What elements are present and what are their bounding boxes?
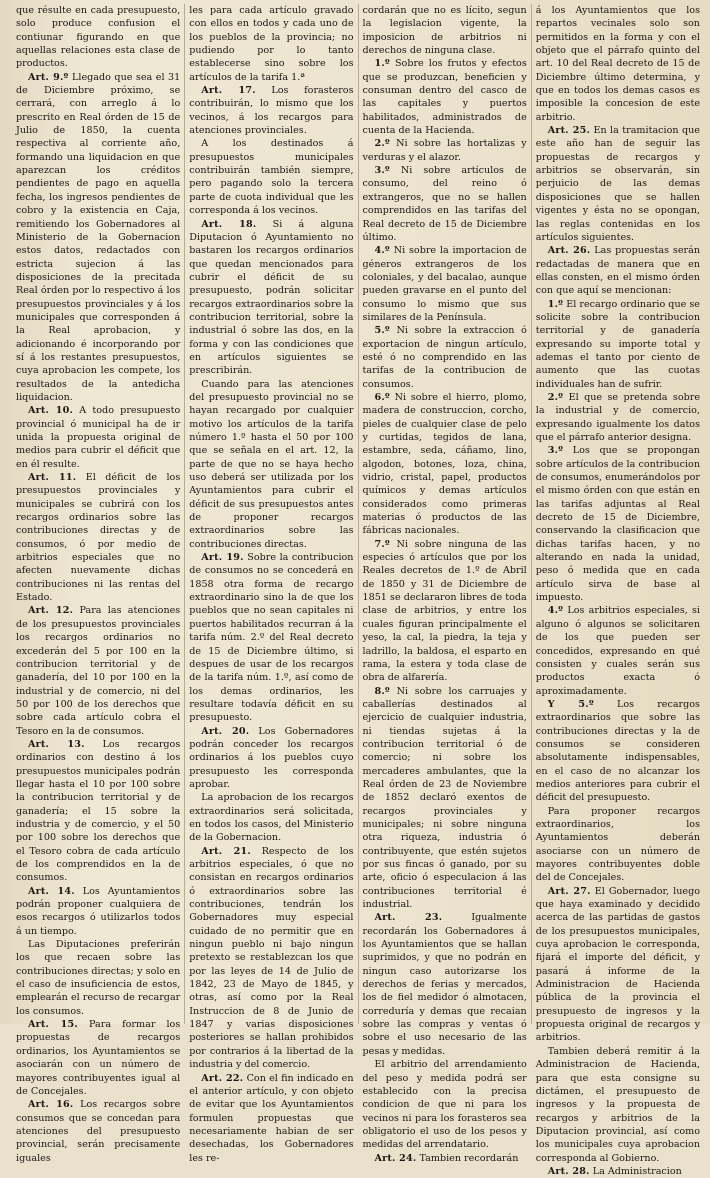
article-paragraph	[363, 324, 527, 391]
article-paragraph	[16, 885, 180, 938]
column-2	[184, 4, 357, 1164]
paragraph-text: Los recargos ordinarios con destino á los presupuestos municipales podrán llegar hasta el 10 por 100 sobre la contribucion territorial y de ganadería; el 15 sobre la industria y de comercio, y el 50 por 100 sobre los derechos que el Tesoro cobra de cada artículo de los comprendidos en la de consumos.	[16, 738, 181, 884]
article-paragraph	[363, 685, 527, 912]
article-paragraph	[536, 604, 700, 697]
article-number: Art. 17.	[201, 85, 256, 97]
paragraph-text: Tambien recordarán	[419, 1152, 519, 1164]
article-paragraph	[189, 551, 353, 724]
article-number: Art. 26.	[547, 245, 591, 257]
article-paragraph	[536, 1165, 700, 1178]
paragraph	[16, 4, 180, 71]
paragraph-text: Los Gobernadores podrán conceder los recargos ordinarios á los pueblos cuyo presupuesto les corresponda aprobar.	[189, 725, 354, 790]
paragraph-text: Sobre los frutos y efectos que se produzcan, beneficien y consuman dentro del casco de las capitales y puertos habilitados, administrados de cuenta de la Hacienda.	[362, 58, 527, 137]
article-paragraph	[189, 218, 353, 378]
article-paragraph	[189, 84, 353, 137]
paragraph-text: Las Diputaciones preferirán los que recaen sobre las contribuciones directas; y solo en el caso de insuficiencia de estos, emplearán el recurso de recargar los consumos.	[16, 939, 181, 1017]
article-number: Art. 22.	[201, 1072, 244, 1084]
paragraph-text: Respecto de los arbitrios especiales, ó que no consistan en recargos ordinarios ó extraordinarios sobre las contribuciones, tendrán los Gobernadores muy especial cuidado de no permitir que en ningun pueblo ni bajo ningun pretexto se restablezcan los que por las leyes de 14 de Julio de 1842, 23 de Mayo de 1845, y otras, así como por la Real Instruccion de 8 de Junio de 1847 y varias disposiciones posteriores se hallan prohibidos por contrarios á la libertad de la industria y del comercio.	[189, 845, 354, 1071]
article-number: Art. 9.º	[28, 71, 69, 83]
article-paragraph	[536, 444, 700, 604]
paragraph-text: En la tramitacion que este año han de seguir las propuestas de recargos y arbitrios se observarán, sin perjuicio de las demas disposiciones que se hallen vigentes y ésta no se opongan, las reglas contenidas en los artículos siguientes.	[535, 125, 700, 243]
article-paragraph	[363, 538, 527, 685]
article-number: Art. 18.	[201, 218, 257, 230]
article-paragraph	[16, 604, 180, 737]
article-number: Art. 15.	[28, 1019, 78, 1031]
paragraph	[536, 1045, 700, 1165]
article-paragraph	[363, 164, 527, 244]
column-4	[531, 4, 704, 1177]
article-paragraph	[536, 698, 700, 805]
article-number: 7.º	[374, 538, 390, 550]
paragraph	[189, 378, 353, 551]
paragraph	[363, 4, 527, 57]
paragraph	[536, 805, 700, 885]
paragraph-text: Igualmente recordarán los Gobernadores á los Ayuntamientos que se hallan suprimidos, y que no podrán en ningun caso autorizarse los derechos de ferias y mercados, los de fiel medidor ó almotacen, correduría y demas que recaian sobre las compras y ventas ó sobre el uso necesario de las pesas y medidas.	[362, 912, 527, 1057]
paragraph-text: les para cada artículo gravado con ellos en todos y cada uno de los pueblos de la provincia; no pudiendo por lo tanto establecerse sino sobre los artículos de la tarifa 1.ª	[189, 5, 354, 83]
paragraph-text: La Administracion	[592, 1165, 682, 1177]
paragraph-text: Ni sobre los carruajes y caballerías destinados al ejercicio de cualquier industria, ni tiendas sujetas á la contribucion territorial ó de comercio; ni sobre los mercaderes ambulantes, que la Real órden de 23 de Noviembre de 1852 declaró exentos de recargos provinciales y municipales; ni sobre ninguna otra riqueza, industria ó contribuyente, que estén sujetos por sus fincas ó ganado, por su arte, oficio ó especulacion á las contribuciones territorial é industrial.	[362, 685, 527, 911]
article-number: 2.º	[547, 391, 564, 403]
paragraph-text: á los Ayuntamientos que los repartos vecinales solo son permitidos en la forma y con el objeto que el párrafo quinto del art. 10 del Real decreto de 15 de Diciembre último determina, y que en todos los demas casos es imposible la concesion de este arbitrio.	[535, 5, 700, 123]
paragraph	[189, 137, 353, 217]
article-number: 1.º	[374, 58, 390, 70]
article-paragraph	[536, 244, 700, 297]
paragraph-text: Los recargos extraordinarios que sobre las contribuciones directas y la de consumos se consideren absolutamente indispensables, en el caso de no alcanzar los medios anteriores para cubrir el déficit del presupuesto.	[535, 698, 700, 804]
paragraph-text: Para proponer recargos extraordinarios, los Ayuntamientos deberán asociarse con un número de mayores contribuyentes doble del de Concejales.	[535, 805, 700, 884]
article-paragraph	[536, 298, 700, 391]
article-paragraph	[189, 845, 353, 1072]
article-number: 4.º	[374, 245, 390, 257]
article-number: 2.º	[374, 138, 390, 150]
paragraph-text: Ni sobre las hortalizas y verduras y el alazor.	[362, 138, 527, 163]
paragraph-text: Ni sobre artículos de consumo, del reino ó extrangeros, que no se hallen comprendidos en las tarifas del Real decreto de 15 de Diciembre último.	[362, 165, 527, 243]
paragraph-text: El déficit de los presupuestos provinciales y municipales se cubrirá con los recargos ordinarios sobre las contribuciones directas y de consumos, ó por medio de arbitrios especiales que no afecten nuevamente dichas contribuciones ni las rentas del Estado.	[16, 472, 181, 604]
paragraph-text: Las propuestas serán redactadas de manera que en ellas consten, en el mismo órden con que aquí se mencionan:	[535, 245, 700, 297]
column-3	[358, 4, 531, 1164]
paragraph-text: Si á alguna Diputacion ó Ayuntamiento no bastaren los recargos ordinarios que quedan mencionados para cubrir el déficit de su presupuesto, podrán solicitar recargos extraordinarios sobre la contribucion territorial, sobre la industrial ó sobre las dos, en la forma y con las condiciones que en artículos siguientes se prescribirán.	[189, 218, 354, 377]
article-paragraph	[189, 725, 353, 792]
article-number: 3.º	[374, 165, 390, 177]
article-number: 4.º	[547, 605, 564, 617]
article-paragraph	[536, 885, 700, 1045]
paragraph-text: Los que se propongan sobre artículos de la contribucion de consumos, enumerándolos por el mismo órden con que están en las tarifas adjuntas al Real decreto de 15 de Diciembre, conservando la clasificacion que dichas tarifas hacen, y no alterando en nada la unidad, peso ó medida que en cada artículo sirva de base al impuesto.	[535, 445, 700, 604]
article-paragraph	[16, 404, 180, 471]
paragraph	[16, 938, 180, 1018]
paragraph-text: Los arbitrios especiales, si alguno ó algunos se solicitaren de los que pueden ser concedidos, expresando en qué consisten y cuales serán sus productos exacta ó aproximadamente.	[535, 605, 700, 697]
article-number: Art. 21.	[201, 845, 251, 857]
article-number: Art. 16.	[28, 1099, 74, 1111]
paragraph-text: Ni sobre la extraccion ó exportacion de ningun artículo, esté ó no comprendido en las tarifas de la contribucion de consumos.	[362, 325, 527, 390]
paragraph-text: El que se pretenda sobre la industrial y de comercio, expresando igualmente los datos que el párrafo anterior designa.	[535, 391, 700, 443]
article-paragraph	[363, 57, 527, 137]
paragraph-text: Ni sobre la importacion de géneros extrangeros de los coloniales, y del bacalao, aunque pueden gravarse en el punto del consumo lo mismo que sus similares de la Península.	[362, 245, 527, 323]
paragraph-text: Los Ayuntamientos podrán proponer cualquiera de esos recargos ó utilizarlos todos á un tiempo.	[16, 885, 181, 937]
article-paragraph	[189, 1072, 353, 1165]
article-number: 5.º	[374, 325, 390, 337]
paragraph-text: Los forasteros contribuirán, lo mismo que los vecinos, á los recargos para atenciones provinciales.	[189, 85, 354, 137]
article-paragraph	[363, 244, 527, 324]
article-number: Art. 25.	[547, 125, 591, 137]
article-paragraph	[536, 124, 700, 244]
article-number: Art. 13.	[28, 738, 85, 750]
article-number: Art. 28.	[547, 1165, 590, 1177]
paragraph-text: Sobre la contribucion de consumos no se concederá en 1858 otra forma de recargo extraordinario sino la de que los pueblos que no sean capitales ni puertos habilitados recurran á la tarifa núm. 2.º del Real decreto de 15 de Diciembre último, si despues de usar de los recargos de la tarifa núm. 1.º, así como de los demas ordinarios, les resultare todavía déficit en su presupuesto.	[189, 552, 354, 724]
paragraph	[189, 4, 353, 84]
paragraph	[189, 791, 353, 844]
article-paragraph	[16, 471, 180, 604]
paragraph-text: El recargo ordinario que se solicite sobre la contribucion territorial y de ganadería expresando su importe total y ademas el tanto por ciento de aumento que las cuotas individuales han de sufrir.	[535, 298, 700, 390]
article-number: Art. 20.	[201, 725, 250, 737]
paragraph-text: Para formar los propuestas de recargos ordinarios, los Ayuntamientos se asociarán con un número de mayores contribuyentes igual al de Concejales.	[16, 1019, 181, 1097]
article-number: 6.º	[374, 391, 390, 403]
article-number: Art. 24.	[374, 1152, 417, 1164]
paragraph-text: Con el fin indicado en el anterior artículo, y con objeto de evitar que los Ayuntamientos formulen propuestas que necesariamente habian de ser desechadas, los Gobernadores les re-	[189, 1072, 354, 1164]
paragraph-text: Los recargos sobre consumos que se concedan para atenciones del presupuesto provincial, serán precisamente iguales	[16, 1099, 181, 1164]
paragraph-text: A los destinados á presupuestos municipales contribuirán también siempre, pero pagando solo la tercera parte de cuota individual que les corresponda á los vecinos.	[189, 138, 354, 217]
text-columns	[12, 4, 704, 1177]
paragraph-text: A todo presupuesto provincial ó municipal ha de ir unida la propuesta original de medios para cubrir el déficit que en él resulte.	[16, 405, 181, 470]
article-number: Art. 11.	[28, 472, 77, 484]
paragraph-text: que résulte en cada presupuesto, solo produce confusion el contiunar figurando en que aquellas relaciones esta clase de productos.	[16, 5, 181, 70]
article-paragraph	[363, 1152, 527, 1165]
article-paragraph	[363, 391, 527, 538]
article-number: Art. 14.	[28, 885, 75, 897]
article-paragraph	[363, 137, 527, 164]
article-paragraph	[16, 1098, 180, 1165]
article-paragraph	[16, 71, 180, 405]
paragraph	[536, 4, 700, 124]
article-number: 3.º	[547, 445, 564, 457]
article-paragraph	[363, 911, 527, 1058]
paragraph-text: Ni sobre el hierro, plomo, madera de construccion, corcho, pieles de cualquier clase de pelo y curtidas, tegidos de lana, estambre, seda, cáñamo, lino, algodon, botones, loza, china, vidrio, cristal, papel, productos químicos y demas artículos considerados como primeras materias ó productos de las fábricas nacionales.	[362, 391, 527, 537]
article-number: 1.º	[547, 298, 564, 310]
article-number: Art. 10.	[28, 405, 74, 417]
paragraph-text: El arbitrio del arrendamiento del peso y medida podrá ser establecido con la precisa condicion de que ni para los vecinos ni para los forasteros sea obligatorio el uso de los pesos y medidas del arrendatario.	[362, 1059, 527, 1151]
column-1	[12, 4, 184, 1164]
paragraph-text: cordarán que no es lícito, segun la legislacion vigente, la imposicion de arbitrios ni derechos de ninguna clase.	[362, 5, 527, 57]
paragraph-text: El Gobernador, luego que haya examinado y decidido acerca de las partidas de gastos de los presupuestos municipales, cuya aprobacion le corresponda, fijará el importe del déficit, y pasará á informe de la Administracion de Hacienda pública de la provincia el presupuesto de ingresos y la propuesta original de recargos y arbitrios.	[535, 885, 700, 1044]
article-number: 8.º	[374, 685, 390, 697]
paragraph	[363, 1058, 527, 1151]
article-number: Art. 12.	[28, 605, 74, 617]
paragraph-text: Para las atenciones de los presupuestos provinciales los recargos ordinarios no excederán del 5 por 100 en la contribucion territorial y de ganadería, del 10 por 100 en la industrial y de comercio, ni del 50 por 100 de los derechos que sobre cada artículo cobra el Tesoro en la de consumos.	[16, 605, 181, 737]
paragraph-text: Llegado que sea el 31 de Diciembre próximo, se cerrará, con arreglo á lo prescrito en Real órden de 15 de Julio de 1850, la cuenta respectiva al corriente año, formando una liquidacion en que aparezcan los créditos pendientes de pago en aquella fecha, los ingresos pendientes de cobro y la existencia en Caja, remitiendo los Gobernadores al Ministerio de la Gobernacion estos datos, redactados con estricta sujecion á las disposiciones de la precitada Real órden por lo respectivo á los presupuestos provinciales y á los municipales que corresponden á la Real aprobacion, y adicionando é incorporando por sí á los restantes presupuestos, cuya aprobacion les compete, los resultados de la antedicha liquidacion.	[16, 71, 181, 403]
article-paragraph	[536, 391, 700, 444]
article-number: Art. 27.	[547, 885, 591, 897]
article-number: Y 5.º	[547, 698, 594, 710]
article-paragraph	[16, 738, 180, 885]
article-number: Art. 19.	[201, 552, 244, 564]
paragraph-text: Tambien deberá remitir á la Administracion de Hacienda, para que esta consigne su dictámen, el presupuesto de ingresos y la propuesta de recargos y arbitrios de la Diputacion provincial, así como los municipales cuya aprobacion corresponda al Gobierno.	[535, 1045, 700, 1164]
paragraph-text: Ni sobre ninguna de las especies ó artículos que por los Reales decretos de 1.º de Abril de 1850 y 31 de Diciembre de 1851 se declararon libres de toda clase de arbitrios, y entre los cuales figuran principalmente el yeso, la cal, la piedra, la teja y ladrillo, la baldosa, el esparto en rama, la estera y toda clase de obra de alfarería.	[362, 538, 527, 684]
paragraph-text: La aprobacion de los recargos extraordinarios será solicitada, en todos los casos, del Ministerio de la Gobernacion.	[189, 792, 354, 844]
article-paragraph	[16, 1018, 180, 1098]
paragraph-text: Cuando para las atenciones del presupuesto provincial no se hayan recargado por cualquier motivo los artículos de la tarifa número 1.º hasta el 50 por 100 que se señala en el art. 12, la parte de que no se haya hecho uso deberá ser utilizada por los Ayuntamientos para cubrir el déficit de sus presupuestos antes de proponer recargos extraordinarios sobre las contribuciones directas.	[189, 378, 354, 550]
article-number: Art. 23.	[374, 912, 443, 924]
